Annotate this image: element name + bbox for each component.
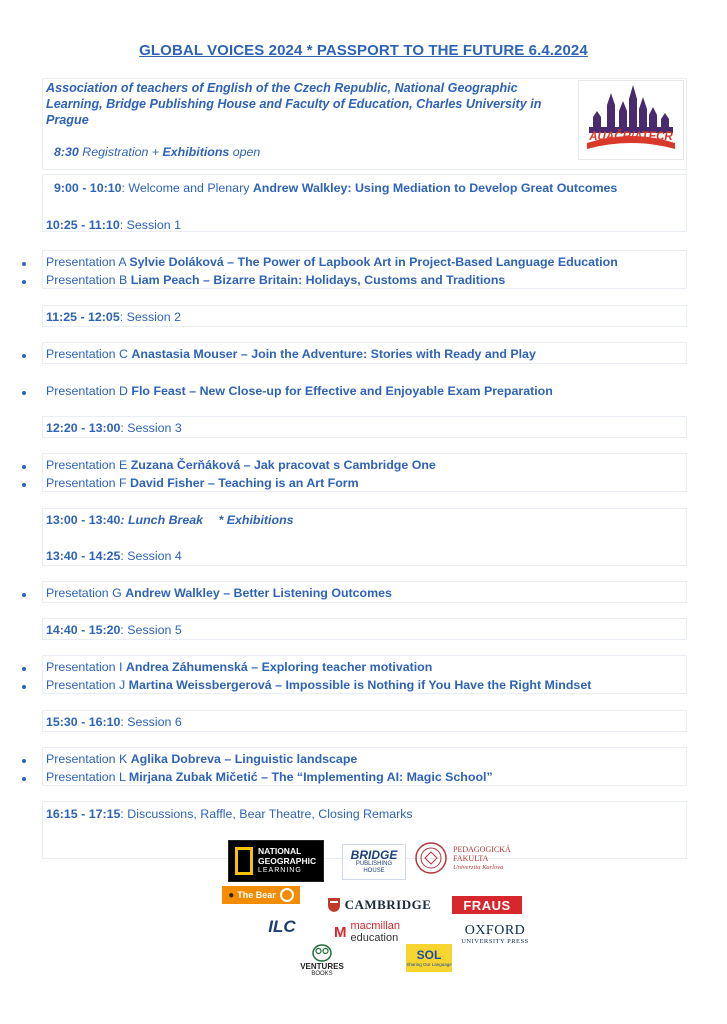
session-label: : Session 5 <box>120 623 182 637</box>
closing-row <box>46 807 413 821</box>
presentation-title: Andrea Záhumenská – Exploring teacher motivation <box>125 660 433 674</box>
presentation-k-row <box>46 752 357 766</box>
bridge-line-1: BRIDGE <box>350 848 398 862</box>
registration-time: 8:30 <box>54 145 79 159</box>
bullet <box>22 593 26 597</box>
pedf-line-1: PEDAGOGICKÁ <box>453 844 511 854</box>
sol-text: SOL <box>416 947 442 962</box>
session-label: : Session 6 <box>120 715 182 729</box>
bear-icon: ● <box>228 889 235 901</box>
pedf-line-2: FAKULTA <box>453 853 489 863</box>
presentation-title: Mirjana Zubak Mičetić – The “Implementing AI: Magic School” <box>128 770 493 784</box>
session-4-row <box>46 549 182 563</box>
cambridge-shield-icon <box>327 897 341 913</box>
natgeo-line-1: NATIONAL <box>258 846 302 856</box>
page-title: GLOBAL VOICES 2024 * PASSPORT TO THE FUTURE 6.4.2024 <box>139 42 588 59</box>
registration-highlight: Exhibitions <box>162 145 230 159</box>
presentation-title: Liam Peach – Bizarre Britain: Holidays, Customs and Traditions <box>130 273 506 287</box>
presentation-label: Presentation I <box>46 660 123 674</box>
natgeo-line-3: LEARNING <box>258 867 302 874</box>
bullet <box>22 685 26 689</box>
registration-row <box>54 145 260 159</box>
sol-subtext: Sharing Our Language <box>406 961 452 967</box>
closing-time: 16:15 - 17:15 <box>46 807 121 821</box>
session-label: : Session 2 <box>119 310 182 324</box>
presentation-i-row <box>46 660 432 674</box>
bullet <box>22 483 26 487</box>
auacr-logo <box>578 80 684 160</box>
presentation-title: David Fisher – Teaching is an Art Form <box>130 476 359 490</box>
presentation-g-row <box>46 586 392 600</box>
session-label: : Session 4 <box>120 549 182 563</box>
fraus-logo <box>452 896 522 914</box>
presentation-d-row <box>46 384 553 398</box>
registration-text: Registration + <box>82 145 160 159</box>
ventures-logo <box>290 938 354 982</box>
ilc-logo <box>262 916 302 938</box>
presentation-label: Presentation F <box>46 476 127 490</box>
lunch-text: : Lunch Break <box>120 513 204 527</box>
pedf-logo <box>414 838 532 878</box>
session-time: 10:25 - 11:10 <box>46 218 120 232</box>
welcome-row <box>54 181 617 195</box>
bear-circle-icon <box>280 888 294 902</box>
fraus-text: FRAUS <box>463 897 511 913</box>
presentation-l-row <box>46 770 493 784</box>
session-label: : Session 3 <box>120 421 182 435</box>
registration-suffix: open <box>232 145 261 159</box>
presentation-label: Presentation J <box>46 678 126 692</box>
bullet <box>22 777 26 781</box>
pedf-line-3: Univerzita Karlova <box>453 863 504 871</box>
closing-text: : Discussions, Raffle, Bear Theatre, Closing Remarks <box>120 807 413 821</box>
presentation-f-row <box>46 476 359 490</box>
macmillan-icon: M <box>334 923 347 941</box>
oxford-line-2: UNIVERSITY PRESS <box>461 937 529 945</box>
presentation-title: Anastasia Mouser – Join the Adventure: Stories with Ready and Play <box>131 347 536 361</box>
pedf-seal-icon <box>414 841 448 875</box>
session-time: 13:40 - 14:25 <box>46 549 121 563</box>
presentation-label: Presentation D <box>46 384 128 398</box>
presentation-label: Presentation A <box>46 255 126 269</box>
organizers-text: Association of teachers of English of the Czech Republic, National Geographic Learning, Bridge Publishing House and Faculty of Education, Charles University in Prague <box>46 81 542 127</box>
lunch-extra: * Exhibitions <box>218 513 294 527</box>
natgeo-logo <box>228 840 324 882</box>
cambridge-text: CAMBRIDGE <box>344 897 432 912</box>
presentation-label: Presentation E <box>46 458 128 472</box>
session-time: 14:40 - 15:20 <box>46 623 121 637</box>
session-3-row <box>46 421 182 435</box>
session-time: 12:20 - 13:00 <box>46 421 121 435</box>
session-2-row <box>46 310 181 324</box>
sol-logo <box>406 944 452 972</box>
ventures-line-2: BOOKS <box>311 971 333 977</box>
session-6-row <box>46 715 182 729</box>
owl-icon <box>311 942 333 962</box>
bridge-line-2: PUBLISHING <box>355 861 393 867</box>
macmillan-line-1: macmillan <box>350 920 401 932</box>
prague-castle-icon <box>579 81 683 159</box>
bullet <box>22 667 26 671</box>
bullet <box>22 465 26 469</box>
auacr-logo-text: AUAČR/ATECR <box>589 131 673 143</box>
presentation-label: Presentation K <box>46 752 128 766</box>
bullet <box>22 759 26 763</box>
presentation-title: Aglika Dobreva – Linguistic landscape <box>130 752 358 766</box>
presentation-j-row <box>46 678 591 692</box>
bear-theatre-logo <box>222 886 300 904</box>
presentation-title: Flo Feast – New Close-up for Effective and Enjoyable Exam Preparation <box>131 384 553 398</box>
session-time: 15:30 - 16:10 <box>46 715 121 729</box>
session-time: 11:25 - 12:05 <box>46 310 120 324</box>
presentation-a-row <box>46 255 618 269</box>
presentation-label: Presentation C <box>46 347 128 361</box>
presentation-title: Andrew Walkley – Better Listening Outcomes <box>125 586 392 600</box>
natgeo-frame-icon <box>235 847 253 875</box>
oxford-logo <box>452 920 538 948</box>
natgeo-line-2: GEOGRAPHIC <box>258 856 317 866</box>
ventures-line-1: VENTURES <box>300 962 344 971</box>
bullet <box>22 262 26 266</box>
presentation-b-row <box>46 273 505 287</box>
welcome-text: : Welcome and Plenary <box>121 181 250 195</box>
bullet <box>22 354 26 358</box>
welcome-speaker: Andrew Walkley: Using Mediation to Develop Great Outcomes <box>252 181 618 195</box>
oxford-line-1: OXFORD <box>464 922 526 938</box>
presentation-title: Martina Weissbergerová – Impossible is Nothing if You Have the Right Mindset <box>128 678 592 692</box>
session-1-row <box>46 218 181 232</box>
presentation-title: Sylvie Doláková – The Power of Lapbook Art in Project-Based Language Education <box>129 255 618 269</box>
bullet <box>22 391 26 395</box>
session-5-row <box>46 623 182 637</box>
bear-text: The Bear <box>237 890 276 900</box>
bridge-logo <box>342 844 406 880</box>
presentation-label: Presetation G <box>46 586 122 600</box>
presentation-label: Presentation L <box>46 770 126 784</box>
bullet <box>22 280 26 284</box>
lunch-time: 13:00 - 13:40 <box>46 513 121 527</box>
presentation-e-row <box>46 458 436 472</box>
presentation-c-row <box>46 347 536 361</box>
macmillan-line-2: education <box>350 932 399 944</box>
ilc-text: ILC <box>268 917 296 936</box>
bridge-line-3: HOUSE <box>363 868 385 874</box>
session-label: : Session 1 <box>119 218 182 232</box>
sponsor-logos <box>0 836 727 986</box>
lunch-row <box>46 513 294 527</box>
presentation-title: Zuzana Čerňáková – Jak pracovat s Cambridge One <box>130 458 436 472</box>
cambridge-logo <box>318 894 440 916</box>
welcome-time: 9:00 - 10:10 <box>54 181 122 195</box>
presentation-label: Presentation B <box>46 273 128 287</box>
